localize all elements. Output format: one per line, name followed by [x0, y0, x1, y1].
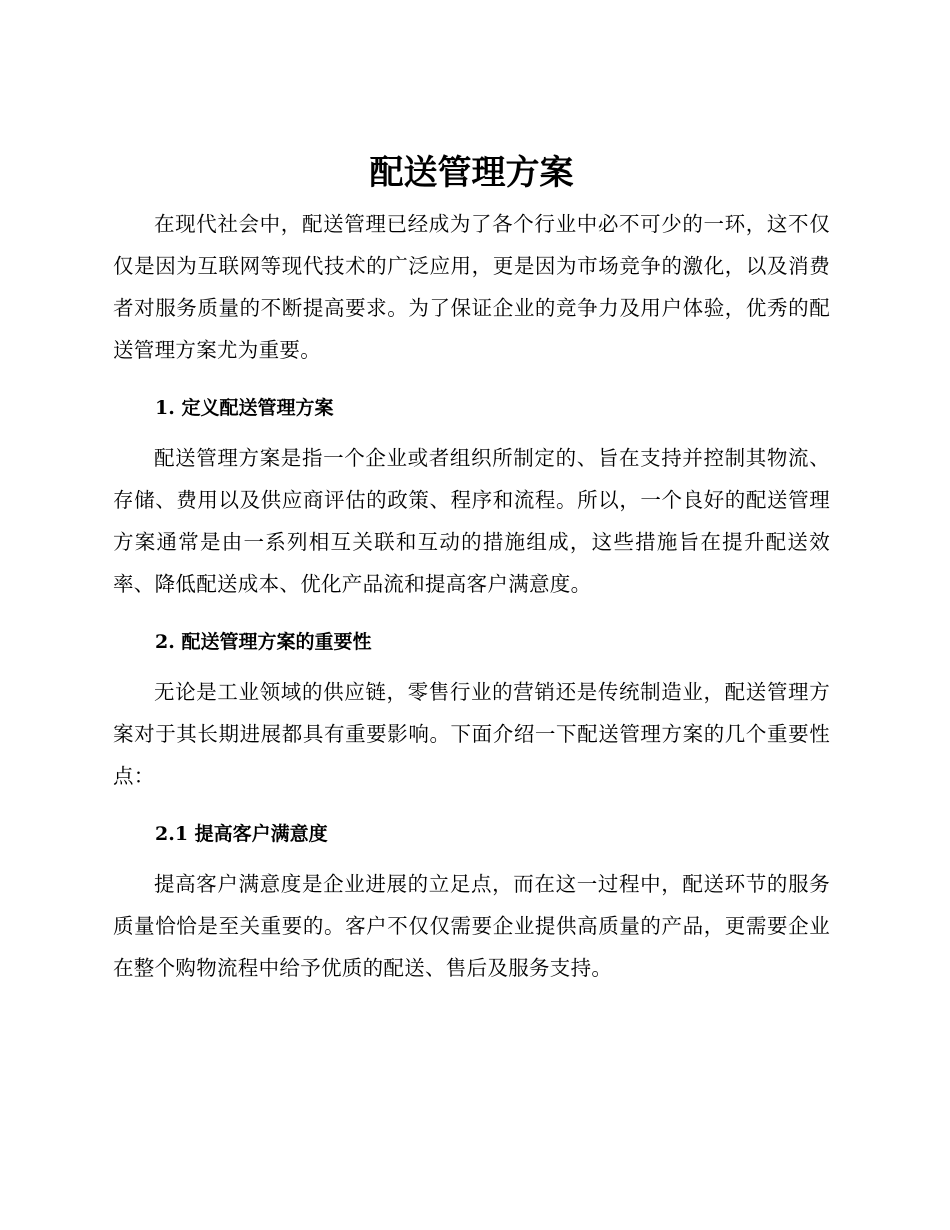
section-heading-importance: 2. 配送管理方案的重要性 [155, 631, 372, 653]
section-body-definition: 配送管理方案是指一个企业或者组织所制定的、旨在支持并控制其物流、存储、费用以及供应商评估的政策、程序和流程。所以，一个良好的配送管理方案通常是由一系列相互关联和互动的措施组成，这些措施旨在提升配送效率、降低配送成本、优化产品流和提高客户满意度。 [113, 446, 830, 596]
section-body-customer-satisfaction: 提高客户满意度是企业进展的立足点，而在这一过程中，配送环节的服务质量恰恰是至关重要的。客户不仅仅需要企业提供高质量的产品，更需要企业在整个购物流程中给予优质的配送、售后及服务支持。 [113, 872, 830, 980]
document-title: 配送管理方案 [369, 153, 574, 193]
section-body-importance: 无论是工业领域的供应链，零售行业的营销还是传统制造业，配送管理方案对于其长期进展都具有重要影响。下面介绍一下配送管理方案的几个重要性点： [113, 680, 830, 788]
section-heading-customer-satisfaction: 2.1 提高客户满意度 [155, 823, 328, 845]
intro-paragraph: 在现代社会中，配送管理已经成为了各个行业中必不可少的一环，这不仅仅是因为互联网等现代技术的广泛应用，更是因为市场竞争的激化，以及消费者对服务质量的不断提高要求。为了保证企业的竞争力及用户体验，优秀的配送管理方案尤为重要。 [113, 212, 830, 362]
section-heading-definition: 1. 定义配送管理方案 [155, 397, 334, 419]
